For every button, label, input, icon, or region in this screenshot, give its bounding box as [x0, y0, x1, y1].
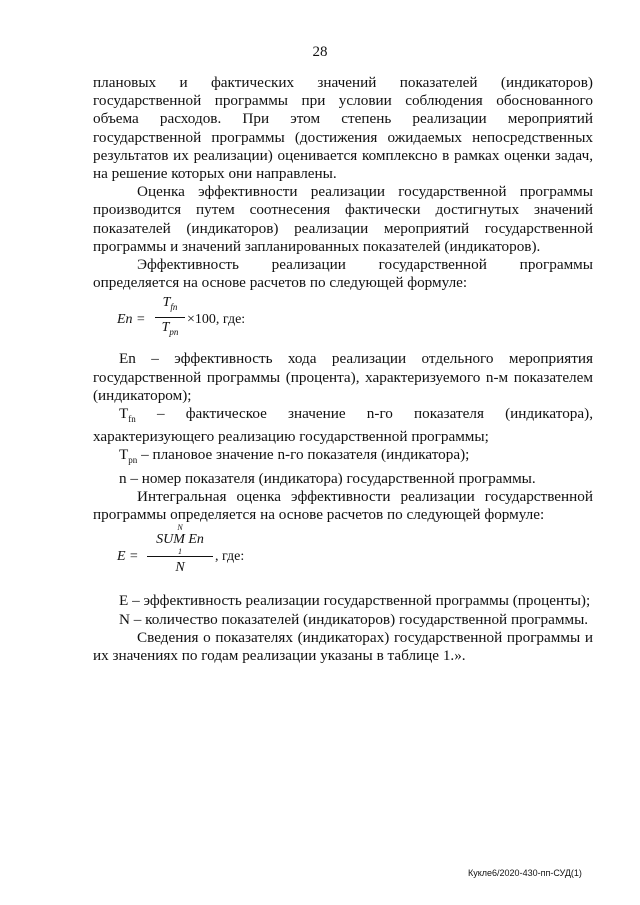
tpn-subscript: pn [128, 455, 138, 466]
formula2-denominator: N [175, 560, 185, 576]
formula1-denominator [155, 318, 185, 341]
definition-tfn [93, 405, 593, 446]
paragraph-4: Интегральная оценка эффективности реализации государственной программы определяется на основе расчетов по следующей формуле: [93, 487, 593, 524]
definition-en: En – эффективность хода реализации отдельного мероприятия государственной программы (процента), характеризуемого n-м показателем (индикатором); [93, 350, 593, 404]
formula1-rest: ×100, где: [187, 312, 246, 328]
formula1-fraction [155, 294, 185, 341]
tfn-symbol: T [119, 405, 129, 423]
formula2-sum-upper: N [177, 523, 183, 533]
formula1-num-sub: fn [170, 302, 178, 313]
definition-tpn [93, 446, 593, 469]
formula2-fraction [147, 524, 213, 577]
formula1-lhs: En = [117, 312, 146, 328]
tfn-text: – фактическое значение n-го показателя (индикатора), характеризующего реализацию государственной программы; [93, 405, 593, 446]
paragraph-5: Сведения о показателях (индикаторах) государственной программы и их значениях по годам реализации указаны в таблице 1.». [93, 628, 593, 664]
formula-efficiency [93, 292, 593, 350]
definition-nn: N – количество показателей (индикаторов) государственной программы. [119, 610, 589, 628]
tfn-subscript: fn [128, 414, 136, 425]
paragraph-1: плановых и фактических значений показателей (индикаторов) государственной программы при условии соблюдения обоснованного объема расходов. При этом степень реализации мероприятий государственной программы (достижения ожидаемых непосредственных результатов их реализации) оценивается комплексно в рамках оценки задач, на решение которых они направлены. [93, 74, 593, 183]
formula1-den-base: T [161, 320, 170, 336]
document-body [93, 74, 593, 665]
formula1-num-base: T [162, 295, 171, 311]
footer-doc-id: Кукле6/2020-430-пп-СУД(1) [468, 868, 582, 878]
formula1-numerator [155, 294, 185, 318]
formula2-sum: SUM En [156, 532, 204, 548]
tpn-symbol: T [119, 446, 129, 464]
definition-e: E – эффективность реализации государственной программы (проценты); [119, 592, 591, 610]
definition-n: n – номер показателя (индикатора) государственной программы. [119, 469, 536, 487]
formula-integral [93, 524, 593, 592]
formula2-sum-lower: 1 [147, 548, 213, 557]
formula2-lhs: E = [117, 549, 139, 565]
formula1-den-sub: pn [169, 327, 179, 338]
paragraph-2: Оценка эффективности реализации государственной программы производится путем соотнесения фактически достигнутых значений показателей (индикаторов) реализации мероприятий государственной программы и значений запланированных показателей (индикаторов). [93, 183, 593, 255]
tpn-text: – плановое значение n-го показателя (индикатора); [137, 446, 470, 464]
page-number: 28 [312, 44, 328, 60]
formula2-rest: , где: [215, 549, 245, 565]
paragraph-3: Эффективность реализации государственной программы определяется на основе расчетов по следующей формуле: [93, 256, 593, 292]
